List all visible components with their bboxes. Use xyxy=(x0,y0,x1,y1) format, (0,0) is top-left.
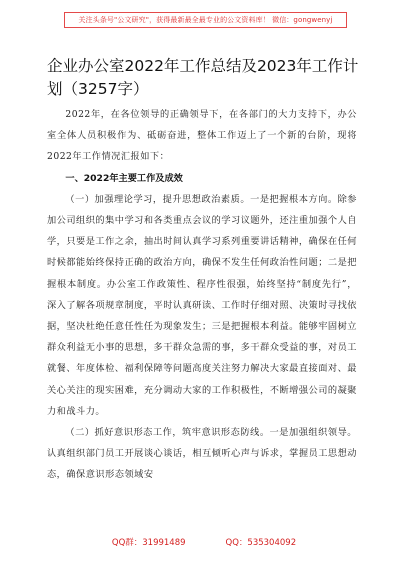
qq-group-label: QQ群：31991489 xyxy=(111,538,186,548)
body-paragraph-1: （一）加强理论学习，提升思想政治素质。一是把握根本方向。除参加公司组织的集中学习和各类重点会议的学习议题外，还注重加强个人自学，只要是工作之余，抽出时间认真学习系列重要讲话精神，确保在任何时候都能始终保持正确的政治方向，确保不发生任何政治性问题；二是把握根本制度。办公室工作政策性、程序性很强，始终坚持“制度先行”，深入了解各项规章制度，平时认真研读、工作时仔细对照、决策时寻找依据，坚决杜绝任意任性任为现象发生；三是把握根本利益。能够牢固树立群众利益无小事的思想，多干群众急需的事，多干群众受益的事，对员工就餐、年度体检、福利保障等问题高度关注努力解决大家最直接面对、最关心关注的现实困难，充分调动大家的工作积极性，不断增强公司的凝聚力和战斗力。 xyxy=(47,193,357,417)
qq-contact-label: QQ：535304092 xyxy=(225,538,297,548)
document-body xyxy=(47,104,357,486)
section-heading: 一、2022年主要工作及成效 xyxy=(65,172,183,184)
document-title: 企业办公室2022年工作总结及2023年工作计划（3257字） xyxy=(47,57,359,98)
intro-paragraph: 2022年，在各位领导的正确领导下，在各部门的大力支持下，办公室全体人员积极作为、砥砺奋进，整体工作迈上了一个新的台阶，现将2022年工作情况汇报如下： xyxy=(47,109,357,163)
footer-contacts xyxy=(0,536,408,548)
promo-banner xyxy=(64,12,347,28)
promo-banner-text: 关注头条号"公文研究"，获得最新最全最专业的公文资料库！ 微信：gongwenyj xyxy=(78,16,333,24)
body-paragraph-2: （二）抓好意识形态工作，筑牢意识形态防线。一是加强组织领导。认真组织部门员工开展谈心谈话，相互倾听心声与诉求，掌握员工思想动态，确保意识形态领域安 xyxy=(47,427,357,481)
